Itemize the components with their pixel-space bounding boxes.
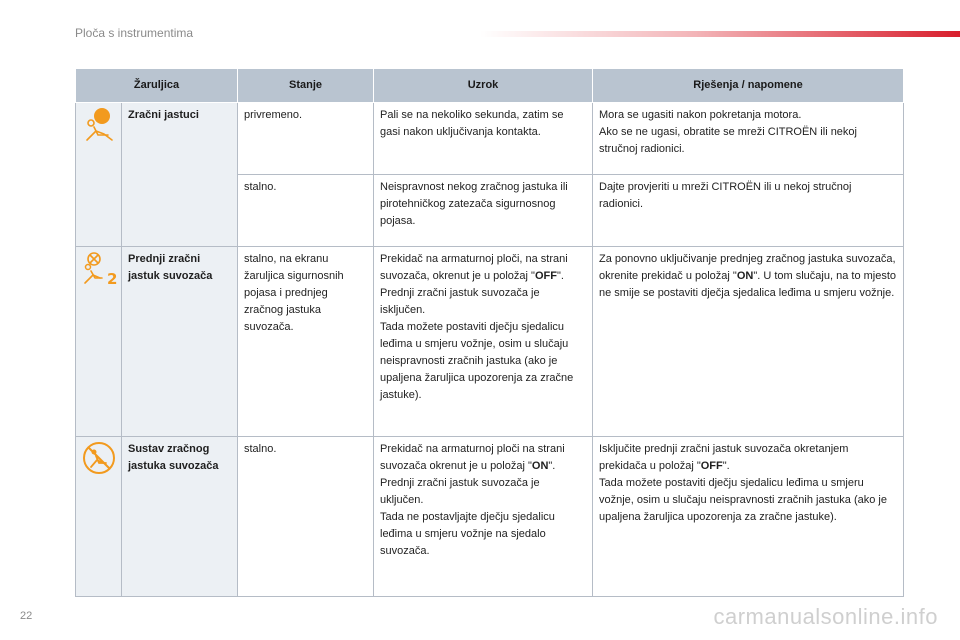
column-header-solution: Rješenja / napomene: [593, 69, 904, 103]
switch-position-label: ON: [736, 270, 754, 282]
solution-cell: [593, 247, 904, 437]
solution-text: Isključite prednji zračni jastuk suvozača okretanjem prekidača u položaj ": [599, 443, 849, 472]
solution-text: Za ponovno uključivanje prednjeg zračnog jastuka suvozača, okrenite prekidač u položaj ": [599, 253, 896, 282]
column-header-cause: Uzrok: [374, 69, 593, 103]
warning-lights-table: [75, 68, 904, 597]
cause-cell: Neispravnost nekog zračnog jastuka ili pirotehničkog zatezača sigurnosnog pojasa.: [374, 175, 593, 247]
cause-cell: [374, 247, 593, 437]
solution-text: ". Tada možete postaviti dječju sjedalicu leđima u smjeru vožnje, osim u slučaju neispravnosti zračnih jastuka (ako je upaljena žaruljica upozorenja za zračne jastuke).: [599, 460, 887, 523]
cause-text: Prekidač na armaturnoj ploči, na strani suvozača, okrenut je u položaj ": [380, 253, 568, 282]
state-cell: privremeno.: [238, 103, 374, 175]
lamp-name: Prednji zračni jastuk suvozača: [122, 247, 238, 437]
solution-cell: Mora se ugasiti nakon pokretanja motora. Ako se ne ugasi, obratite se mreži CITROËN ili nekoj stručnoj radionici.: [593, 103, 904, 175]
cause-text: ". Prednji zračni jastuk suvozača je uključen. Tada ne postavljajte dječju sjedalicu leđima u smjeru vožnje na sjedalo suvozača.: [380, 460, 556, 557]
state-cell: stalno.: [238, 175, 374, 247]
solution-text: ". U tom slučaju, na to mjesto ne smije se postaviti dječja sjedalica leđima u smjeru vožnje.: [599, 270, 897, 299]
svg-text:2: 2: [107, 270, 118, 287]
airbag-warning-icon: [76, 103, 122, 247]
state-cell: stalno.: [238, 437, 374, 597]
header-accent-bar: [480, 31, 960, 37]
passenger-airbag-on-icon: [76, 437, 122, 597]
cause-cell: [374, 437, 593, 597]
table-row: [76, 437, 904, 597]
passenger-airbag-off-icon: [76, 247, 122, 437]
lamp-name: Zračni jastuci: [122, 103, 238, 247]
solution-cell: Dajte provjeriti u mreži CITROËN ili u nekoj stručnoj radionici.: [593, 175, 904, 247]
column-header-lamp: Žaruljica: [76, 69, 238, 103]
column-header-state: Stanje: [238, 69, 374, 103]
cause-text: Prekidač na armaturnoj ploči na strani suvozača okrenut je u položaj ": [380, 443, 565, 472]
table-row: [76, 247, 904, 437]
lamp-name: Sustav zračnog jastuka suvozača: [122, 437, 238, 597]
switch-position-label: OFF: [534, 270, 557, 282]
table-row: [76, 103, 904, 175]
section-title: Ploča s instrumentima: [75, 26, 194, 40]
state-cell: stalno, na ekranu žaruljica sigurnosnih pojasa i prednjeg zračnog jastuka suvozača.: [238, 247, 374, 437]
cause-cell: Pali se na nekoliko sekunda, zatim se gasi nakon uključivanja kontakta.: [374, 103, 593, 175]
solution-cell: [593, 437, 904, 597]
page-number: 22: [20, 610, 33, 622]
cause-text: ". Prednji zračni jastuk suvozača je isključen. Tada možete postaviti dječju sjedalicu leđima u smjeru vožnje, osim u slučaju neispravnosti zračnih jastuka (ako je upaljena žaruljica upozorenja za zračne jastuke).: [380, 270, 574, 401]
watermark: carmanualsonline.info: [713, 604, 938, 629]
table-header-row: [76, 69, 904, 103]
switch-position-label: ON: [531, 460, 549, 472]
switch-position-label: OFF: [700, 460, 723, 472]
